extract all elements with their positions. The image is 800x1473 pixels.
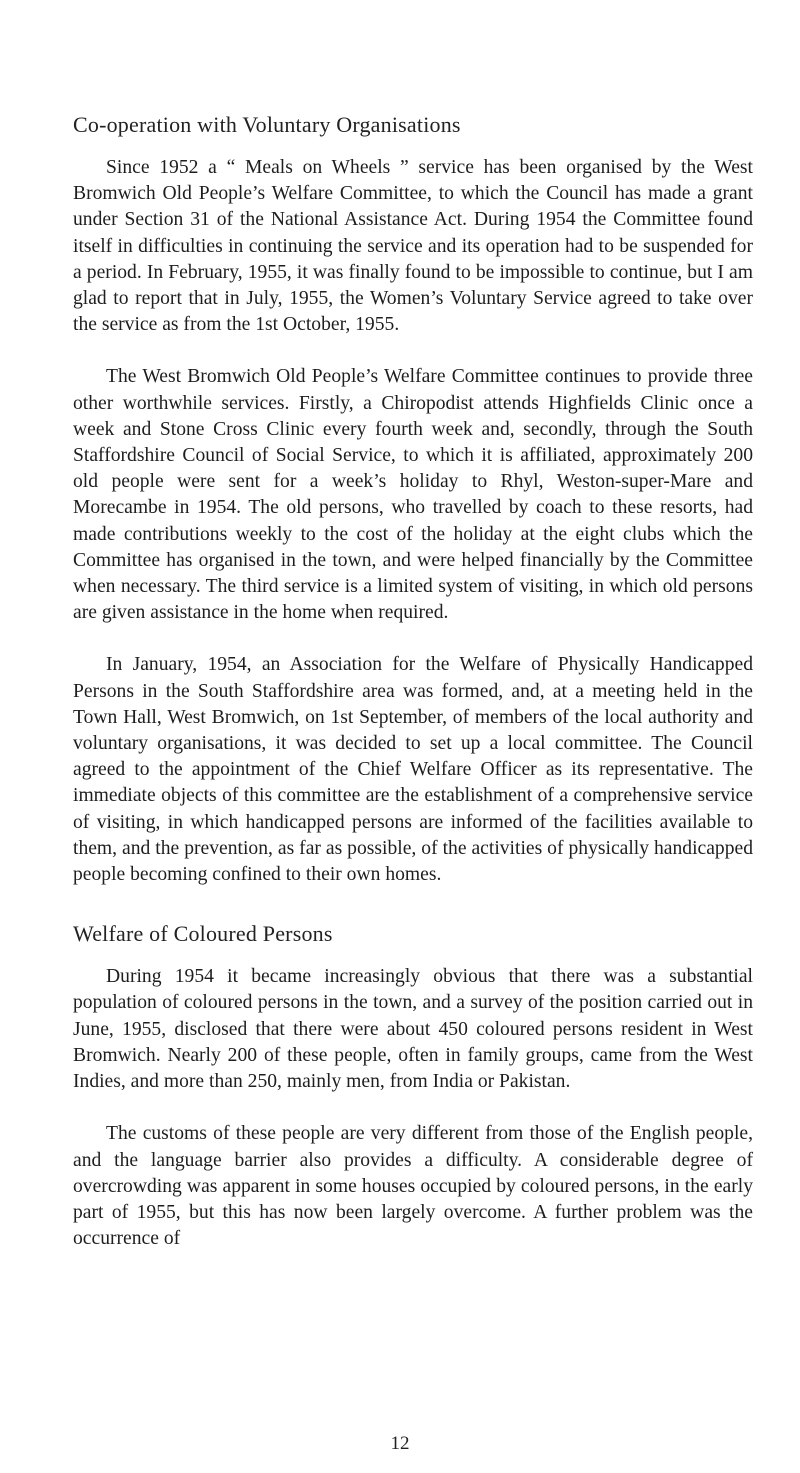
paragraph: The customs of these people are very different from those of the English people, and the language barrier also provides a difficulty. A considerable degree of overcrowding was apparent in some houses occupied by coloured persons, in the early part of 1955, but this has now been largely overcome. A further problem was the occurrence of (73, 1123, 753, 1250)
page-number: 12 (390, 1433, 410, 1454)
section-heading: Co-operation with Voluntary Organisations (73, 112, 461, 137)
paragraph: The West Bromwich Old People’s Welfare Committee continues to provide three other worthwhile services. Firstly, a Chiropodist attends Highfields Clinic once a week and Stone Cross Clinic every fourth week and, secondly, through the South Staffordshire Council of Social Service, to which it is affiliated, approximately 200 old people were sent for a week’s holiday to Rhyl, Weston-super-Mare and Morecambe in 1954. The old persons, who travelled by coach to these resorts, had made contributions weekly to the cost of the holiday at the eight clubs which the Committee has organised in the town, and were helped financially by the Committee when necessary. The third service is a limited system of visiting, in which old persons are given assistance in the home when required. (73, 366, 753, 624)
paragraph: During 1954 it became increasingly obvious that there was a substantial population of coloured persons in the town, and a survey of the position carried out in June, 1955, disclosed that there were about 450 coloured persons resident in West Bromwich. Nearly 200 of these people, often in family groups, came from the West Indies, and more than 250, mainly men, from India or Pakistan. (73, 966, 753, 1093)
section-heading: Welfare of Coloured Persons (73, 921, 333, 947)
paragraph: In January, 1954, an Association for the Welfare of Physically Handicapped Persons in the South Staffordshire area was formed, and, at a meeting held in the Town Hall, West Bromwich, on 1st September, of members of the local authority and voluntary organisations, it was decided to set up a local committee. The Council agreed to the appointment of the Chief Welfare Officer as its representative. The immediate objects of this committee are the establishment of a comprehensive service of visiting, in which handicapped persons are informed of the facilities available to them, and the prevention, as far as possible, of the activities of physically handicapped people becoming confined to their own homes. (73, 654, 753, 886)
paragraph: Since 1952 a “ Meals on Wheels ” service has been organised by the West Bromwich Old People’s Welfare Committee, to which the Council has made a grant under Section 31 of the National Assistance Act. During 1954 the Committee found itself in difficulties in continuing the service and its operation had to be suspended for a period. In February, 1955, it was finally found to be impossible to continue, but I am glad to report that in July, 1955, the Women’s Voluntary Service agreed to take over the service as from the 1st October, 1955. (73, 157, 753, 336)
section-voluntary-organisations (73, 112, 753, 888)
section-coloured-persons (73, 921, 753, 1252)
document-page (73, 112, 753, 1252)
